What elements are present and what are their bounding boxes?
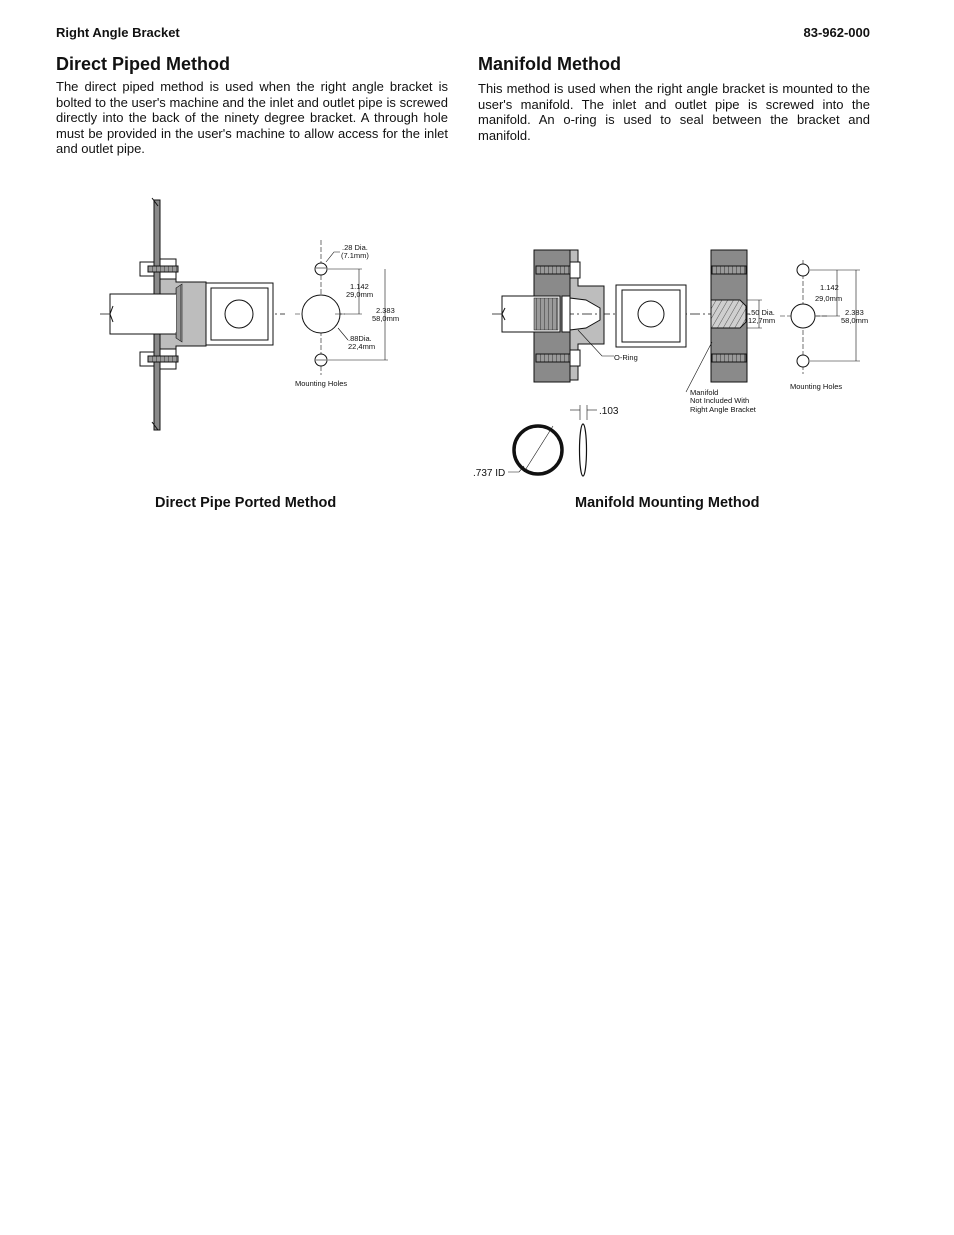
overall-dim: 2.383 — [376, 306, 395, 315]
direct-piped-body: The direct piped method is used when the right angle bracket is bolted to the user's machine and the inlet and outlet pipe is screwed directly into the back of the ninety degree bracket. A through hole must be provided in the user's machine to allow access for the inlet and outlet pipe. — [56, 79, 448, 156]
manifold-body: This method is used when the right angle bracket is mounted to the user's manifold. The inlet and outlet pipe is screwed into the manifold. An o-ring is used to seal between the bracket and manifold. — [478, 81, 870, 143]
mounting-holes-label: Mounting Holes — [295, 379, 348, 388]
small-hole-dia: .28 Dia. — [342, 243, 368, 252]
large-hole-dia: .88Dia. — [348, 334, 372, 343]
oring-section-dim: .103 — [599, 406, 619, 417]
manifold-overall-dim: 2.383 — [845, 308, 864, 317]
manifold-mounting-holes-label: Mounting Holes — [790, 382, 843, 391]
manifold-label-2: Not Included With — [690, 396, 750, 405]
large-hole-dia-mm: 22,4mm — [348, 342, 376, 351]
manifold-figure-caption: Manifold Mounting Method — [575, 495, 760, 511]
direct-piped-title: Direct Piped Method — [56, 54, 231, 74]
hole-spacing-mm: 29,0mm — [346, 290, 374, 299]
small-hole-dia-mm: (7.1mm) — [341, 251, 369, 260]
oring-id-dim: .737 ID — [473, 468, 506, 479]
manifold-title: Manifold Method — [478, 54, 621, 74]
manifold-overall-dim-mm: 58,0mm — [841, 316, 869, 325]
manifold-label-1: Manifold — [690, 388, 719, 397]
port-dia: .50 Dia. — [749, 308, 775, 317]
manifold-drawing — [492, 250, 762, 392]
technical-drawings — [0, 0, 954, 540]
direct-figure-caption: Direct Pipe Ported Method — [155, 495, 337, 511]
direct-pipe-drawing — [100, 198, 285, 430]
running-header-title: Right Angle Bracket — [56, 25, 180, 40]
port-dia-mm: 12,7mm — [748, 316, 776, 325]
oring-detail-drawing — [508, 405, 597, 476]
direct-mounting-holes-drawing — [295, 240, 388, 375]
hole-spacing: 1.142 — [350, 282, 369, 291]
overall-dim-mm: 58,0mm — [372, 314, 400, 323]
manifold-label-3: Right Angle Bracket — [690, 405, 756, 414]
part-number: 83-962-000 — [803, 25, 870, 40]
manifold-hole-spacing-mm: 29,0mm — [815, 294, 843, 303]
manifold-hole-spacing: 1.142 — [820, 283, 839, 292]
oring-label: O-Ring — [614, 353, 638, 362]
